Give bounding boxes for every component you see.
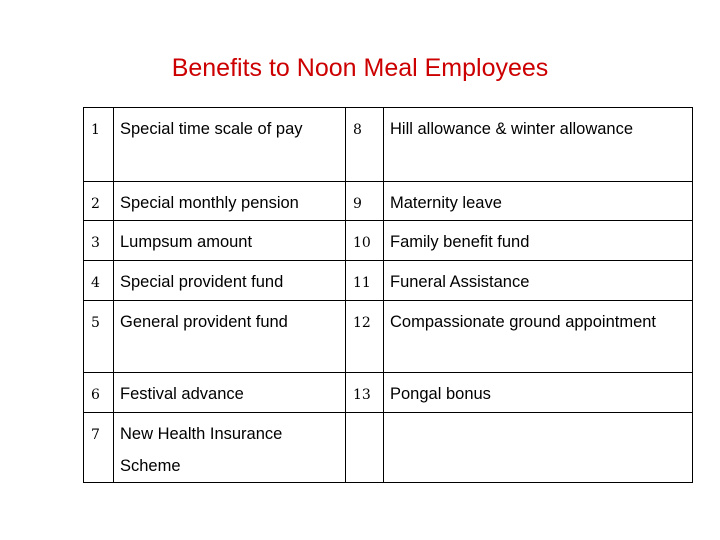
- benefit-label: Family benefit fund: [390, 233, 530, 251]
- benefit-number: 1: [84, 108, 114, 182]
- benefit-number: 11: [346, 261, 384, 301]
- benefit-number: 10: [346, 221, 384, 261]
- benefits-table: [83, 107, 693, 483]
- table-row: [84, 301, 693, 373]
- benefit-label: Compassionate ground appointment: [390, 313, 657, 331]
- benefit-number: [346, 413, 384, 483]
- benefit-number: 13: [346, 373, 384, 413]
- benefit-label: Special time scale of pay: [120, 120, 303, 138]
- benefit-label: Hill allowance & winter allowance: [390, 120, 634, 138]
- table-row: [84, 221, 693, 261]
- benefit-label: Pongal bonus: [390, 385, 491, 403]
- benefit-number: 9: [346, 182, 384, 221]
- benefit-label: Maternity leave: [390, 194, 502, 212]
- table-row: [84, 373, 693, 413]
- benefit-label: General provident fund: [120, 313, 288, 331]
- table-row: [84, 261, 693, 301]
- benefit-number: 6: [84, 373, 114, 413]
- benefit-label: Special provident fund: [120, 273, 284, 291]
- benefit-number: 3: [84, 221, 114, 261]
- benefit-label: Funeral Assistance: [390, 273, 530, 291]
- benefit-number: 5: [84, 301, 114, 373]
- benefit-label: Lumpsum amount: [120, 233, 253, 251]
- page-title: Benefits to Noon Meal Employees: [171, 54, 549, 82]
- benefit-number: 2: [84, 182, 114, 221]
- benefit-label: New Health Insurance Scheme: [120, 425, 283, 475]
- benefit-number: 7: [84, 413, 114, 483]
- benefit-label: Special monthly pension: [120, 194, 299, 212]
- benefit-label: Festival advance: [120, 385, 244, 403]
- benefit-number: 4: [84, 261, 114, 301]
- table-row: [84, 413, 693, 483]
- table-row: [84, 108, 693, 182]
- benefit-number: 12: [346, 301, 384, 373]
- table-row: [84, 182, 693, 221]
- benefit-number: 8: [346, 108, 384, 182]
